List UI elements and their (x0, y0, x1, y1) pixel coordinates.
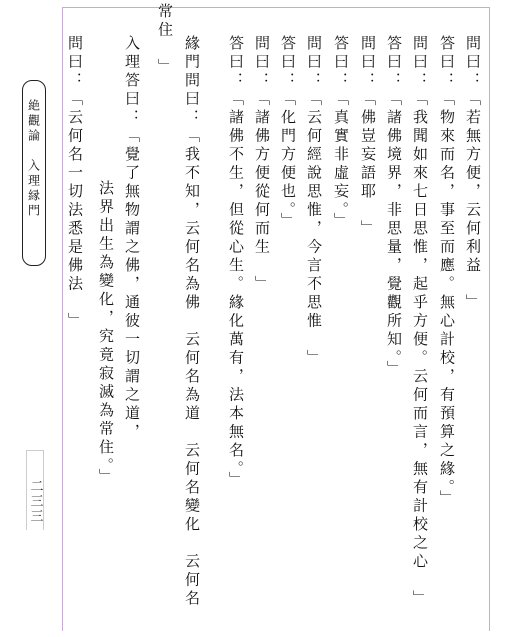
text-column-12: 常住 」 (156, 3, 174, 77)
text-column-8: 答曰：「化門方便也。」 (279, 35, 297, 231)
text-column-3: 問曰：「我聞如來七日思惟，起乎方便。云何而言，無有計校之心 」 (411, 35, 429, 609)
text-column-1: 問曰：「若無方便，云何利益 」 (464, 35, 482, 313)
text-column-7: 問曰：「云何經說思惟，今言不思惟 」 (305, 35, 323, 368)
page-number-box (26, 450, 44, 530)
text-column-9: 問曰：「諸佛方便從何而生 」 (253, 35, 271, 294)
book-title: 絶觀論 入理縁門 (26, 99, 41, 219)
text-column-4: 答曰：「諸佛境界，非思量，覺觀所知。」 (385, 35, 403, 379)
book-title-tab (22, 80, 46, 266)
text-column-10: 答曰：「諸佛不生，但從心生。緣化萬有，法本無名。」 (227, 35, 245, 490)
text-column-5: 問曰：「佛豈妄語耶 」 (359, 35, 377, 239)
text-column-11: 緣門問曰：「我不知，云何名為佛 云何名為道 云何名變化 云何名 (183, 35, 201, 609)
page-number: 二三三 (27, 479, 43, 524)
text-column-6: 答曰：「真實非虛妄。」 (332, 35, 350, 231)
text-column-15: 問曰：「云何名一切法悉是佛法 」 (66, 35, 84, 331)
text-column-13: 入理答曰：「覺了無物謂之佛，通彼一切謂之道， (123, 35, 141, 442)
text-column-14: 法界出生為變化，究竟寂滅為常住。」 (97, 180, 115, 487)
text-column-2: 答曰：「物來而名，事至而應。無心計校，有預算之緣。」 (438, 35, 456, 509)
